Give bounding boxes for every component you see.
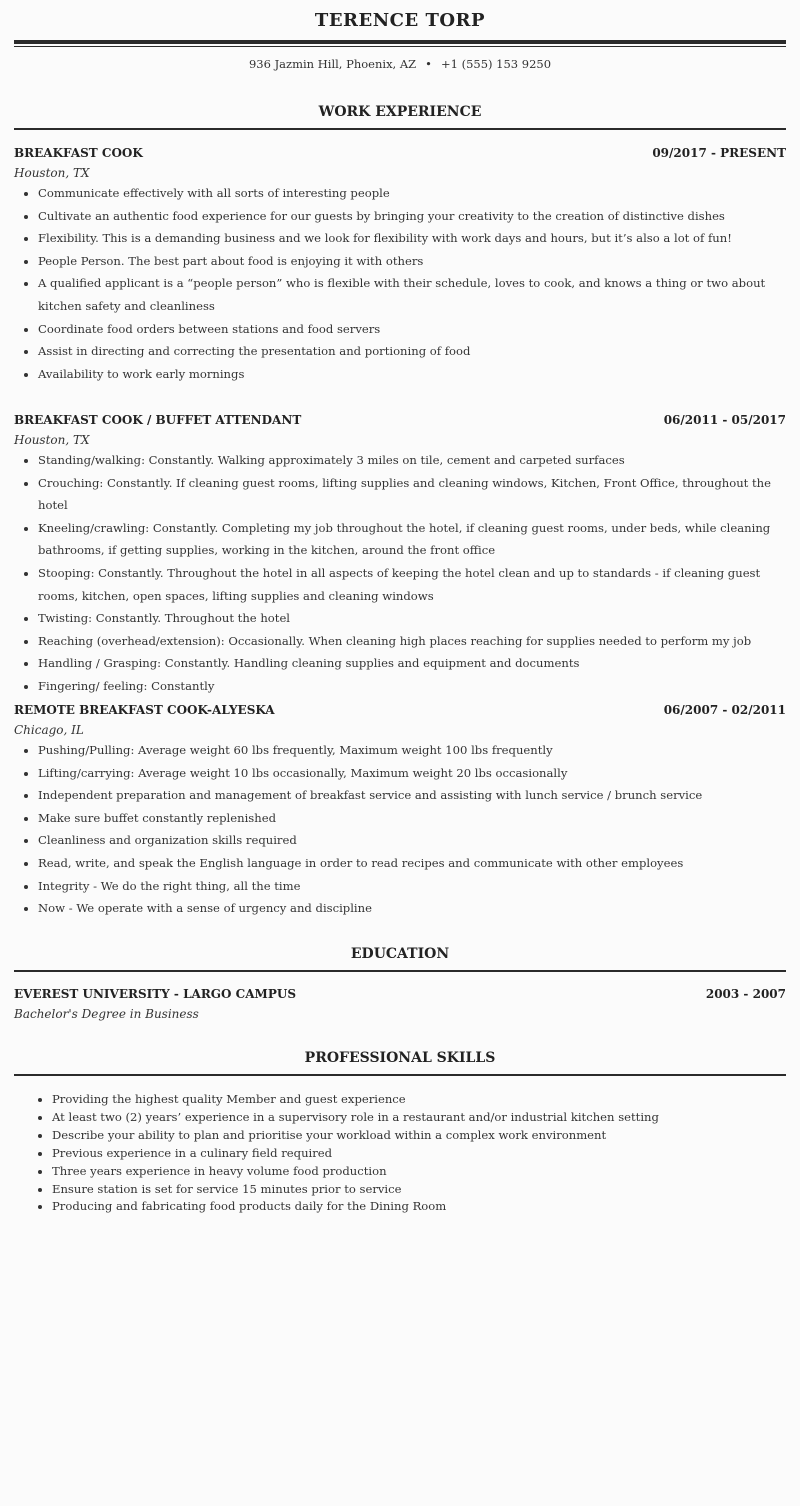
list-item: • Describe your ability to plan and prioritise your workload within a complex work environment <box>52 1127 786 1145</box>
job-bullets <box>14 449 786 698</box>
list-item: • Communicate effectively with all sorts of interesting people <box>38 182 786 205</box>
header-rule-thick <box>14 40 786 44</box>
list-item: • Read, write, and speak the English language in order to read recipes and communicate with other employees <box>38 852 786 875</box>
skills-section <box>14 1091 786 1216</box>
skills-list <box>14 1091 786 1216</box>
list-item: • Previous experience in a culinary field required <box>52 1145 786 1163</box>
job-location: Houston, TX <box>14 166 90 180</box>
list-item: • Availability to work early mornings <box>38 363 786 386</box>
list-item: • Three years experience in heavy volume food production <box>52 1163 786 1181</box>
section-rule-work <box>14 128 786 130</box>
section-rule-skills <box>14 1074 786 1076</box>
education-header <box>14 987 786 1005</box>
list-item: • A qualified applicant is a “people person” who is flexible with their schedule, loves to cook, and knows a thing or two about kitchen safety and cleanliness <box>38 272 786 317</box>
list-item: • Make sure buffet constantly replenished <box>38 807 786 830</box>
list-item: • Ensure station is set for service 15 minutes prior to service <box>52 1181 786 1199</box>
list-item: • Standing/walking: Constantly. Walking approximately 3 miles on tile, cement and carpeted surfaces <box>38 449 786 472</box>
education-entry <box>14 987 786 1023</box>
job-dates: 09/2017 - PRESENT <box>652 146 786 160</box>
list-item: • Independent preparation and management of breakfast service and assisting with lunch service / brunch service <box>38 784 786 807</box>
list-item: • Stooping: Constantly. Throughout the hotel in all aspects of keeping the hotel clean and up to standards - if cleaning guest rooms, kitchen, open spaces, lifting supplies and cleaning windows <box>38 562 786 607</box>
job-title: BREAKFAST COOK / BUFFET ATTENDANT <box>14 413 302 427</box>
job-location: Chicago, IL <box>14 723 84 737</box>
job-location: Houston, TX <box>14 433 90 447</box>
job-header <box>14 146 786 164</box>
job-dates: 06/2007 - 02/2011 <box>663 703 786 717</box>
candidate-name: TERENCE TORP <box>314 10 486 31</box>
contact-line <box>0 57 800 71</box>
list-item: • Integrity - We do the right thing, all the time <box>38 875 786 898</box>
list-item: • Crouching: Constantly. If cleaning guest rooms, lifting supplies and cleaning windows, Kitchen, Front Office, throughout the hotel <box>38 472 786 517</box>
list-item: • Handling / Grasping: Constantly. Handling cleaning supplies and equipment and documents <box>38 652 786 675</box>
list-item: • Cultivate an authentic food experience for our guests by bringing your creativity to the creation of distinctive dishes <box>38 205 786 228</box>
list-item: • Lifting/carrying: Average weight 10 lbs occasionally, Maximum weight 20 lbs occasionally <box>38 762 786 785</box>
list-item: • Pushing/Pulling: Average weight 60 lbs frequently, Maximum weight 100 lbs frequently <box>38 739 786 762</box>
list-item: • People Person. The best part about food is enjoying it with others <box>38 250 786 273</box>
job-entry <box>14 146 786 385</box>
degree: Bachelor's Degree in Business <box>14 1007 199 1021</box>
job-entry <box>14 703 786 920</box>
phone: +1 (555) 153 9250 <box>440 57 552 71</box>
section-rule-education <box>14 970 786 972</box>
job-bullets <box>14 182 786 385</box>
list-item: • Cleanliness and organization skills required <box>38 829 786 852</box>
section-title-work-experience: WORK EXPERIENCE <box>318 104 482 120</box>
list-item: • Fingering/ feeling: Constantly <box>38 675 786 698</box>
list-item: • Flexibility. This is a demanding business and we look for flexibility with work days and hours, but it’s also a lot of fun! <box>38 227 786 250</box>
header-rule-thin <box>14 46 786 47</box>
list-item: • Providing the highest quality Member and guest experience <box>52 1091 786 1109</box>
list-item: • Producing and fabricating food products daily for the Dining Room <box>52 1198 786 1216</box>
list-item: • At least two (2) years’ experience in a supervisory role in a restaurant and/or industrial kitchen setting <box>52 1109 786 1127</box>
list-item: • Now - We operate with a sense of urgency and discipline <box>38 897 786 920</box>
list-item: • Reaching (overhead/extension): Occasionally. When cleaning high places reaching for supplies needed to perform my job <box>38 630 786 653</box>
education-dates: 2003 - 2007 <box>705 987 786 1001</box>
job-title: BREAKFAST COOK <box>14 146 143 160</box>
job-header <box>14 703 786 721</box>
section-title-professional-skills: PROFESSIONAL SKILLS <box>304 1050 496 1066</box>
section-title-education: EDUCATION <box>350 946 450 962</box>
job-title: REMOTE BREAKFAST COOK-ALYESKA <box>14 703 275 717</box>
list-item: • Twisting: Constantly. Throughout the hotel <box>38 607 786 630</box>
school-name: EVEREST UNIVERSITY - LARGO CAMPUS <box>14 987 296 1001</box>
list-item: • Assist in directing and correcting the presentation and portioning of food <box>38 340 786 363</box>
job-bullets <box>14 739 786 920</box>
address: 936 Jazmin Hill, Phoenix, AZ <box>248 57 417 71</box>
job-entry <box>14 413 786 698</box>
job-header <box>14 413 786 431</box>
job-dates: 06/2011 - 05/2017 <box>663 413 786 427</box>
contact-separator: • <box>425 57 432 71</box>
list-item: • Coordinate food orders between stations and food servers <box>38 318 786 341</box>
list-item: • Kneeling/crawling: Constantly. Completing my job throughout the hotel, if cleaning guest rooms, under beds, while cleaning bathrooms, if getting supplies, working in the kitchen, around the front office <box>38 517 786 562</box>
